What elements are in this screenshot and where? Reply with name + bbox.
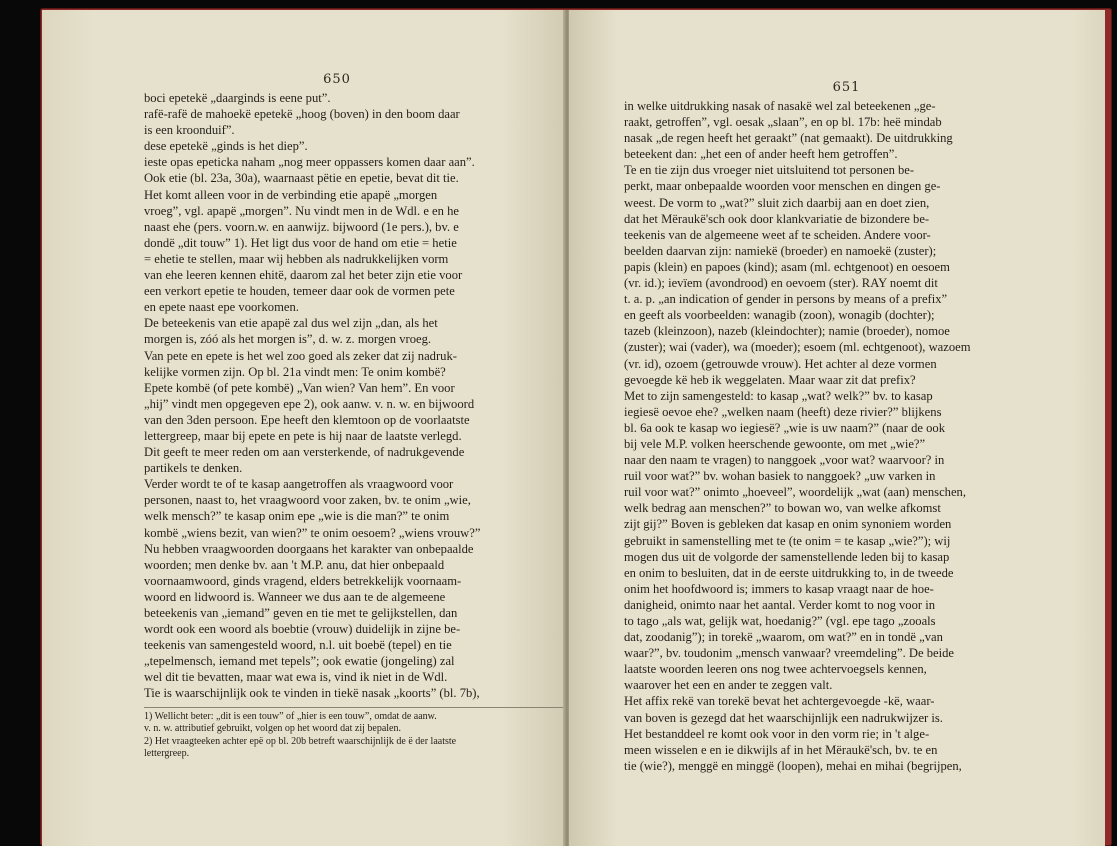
text-line: van ehe leeren kennen ehitë, daarom zal het beter zijn etie voor — [144, 268, 463, 283]
text-line: is een kroonduif”. — [144, 123, 235, 138]
text-line: dat, zoodanig”); in torekë „waarom, om wat?” en in tondë „van — [624, 630, 943, 645]
text-line: bl. 6a ook te kasap wo iegiesë? „wie is uw naam?” (naar de ook — [624, 420, 946, 435]
text-line: Epete kombë (of pete kombë) „Van wien? Van hem”. En voor — [144, 380, 455, 395]
footnote-line: lettergreep. — [144, 748, 190, 760]
text-line: t. a. p. „an indication of gender in persons by means of a prefix” — [624, 292, 948, 307]
text-line: (zuster); wai (vader), wa (moeder); esoem (ml. echtgenoot), wazoem — [624, 340, 971, 355]
text-line: Nu hebben vraagwoorden doorgaans het karakter van onbepaalde — [144, 541, 474, 556]
text-line: naar den naam te vragen) to nanggoek „voor wat? waarvoor? in — [624, 453, 945, 468]
text-line: dat het Mëraukë'sch ook door klankvariatie de bizondere be- — [624, 211, 930, 226]
text-line: onim het hoofdwoord is; immers to kasap vraagt naar de hoe- — [624, 581, 934, 596]
text-line: waarover het een en ander te zeggen valt. — [624, 678, 833, 693]
text-line: „hij” vindt men opgegeven epe 2), ook aanw. v. n. w. en bijwoord — [144, 396, 475, 411]
text-line: Te en tie zijn dus vroeger niet uitsluitend tot personen be- — [624, 163, 915, 178]
text-line: De beteekenis van etie apapë zal dus wel zijn „dan, als het — [144, 316, 438, 331]
text-line: gevoegde kë heb ik weggelaten. Maar waar zit dat prefix? — [624, 372, 916, 387]
text-line: Met to zijn samengesteld: to kasap „wat? welk?” bv. to kasap — [624, 388, 933, 403]
text-line: weest. De vorm to „wat?” sluit zich daarbij aan en doet zien, — [624, 195, 930, 210]
text-line: in welke uitdrukking nasak of nasakë wel zal beteekenen „ge- — [624, 99, 936, 113]
text-line: meen wisselen e en ie dikwijls af in het Mëraukë'sch, bv. te en — [624, 742, 938, 757]
page-number: 651 — [832, 80, 861, 95]
text-line: teekenis van samengesteld woord, n.l. uit boebë (tepel) en tie — [144, 638, 452, 653]
text-line: Tie is waarschijnlijk ook te vinden in tiekë nasak „koorts” (bl. 7b), — [144, 686, 480, 701]
text-line: wordt ook een woord als boebtie (vrouw) duidelijk in zijne be- — [144, 622, 461, 637]
right-page — [569, 10, 1105, 846]
text-line: perkt, maar onbepaalde woorden voor menschen en dingen ge- — [624, 179, 941, 194]
footnote-line: 2) Het vraagteeken achter epë op bl. 20b betreft waarschijnlijk de ë der laatste — [144, 735, 457, 747]
text-line: to tago „als wat, gelijk wat, hoedanig?” (vgl. epe tago „zooals — [624, 614, 936, 628]
text-line: en onim to besluiten, dat in de eerste uitdrukking to, in de tweede — [624, 565, 954, 580]
page-number: 650 — [323, 72, 351, 87]
text-line: ruil voor wat?” bv. wohan basiek to nanggoek? „uw varken in — [624, 469, 936, 484]
text-line: Dit geeft te meer reden om aan versterkende, of nadrukgevende — [144, 445, 465, 460]
text-line: en geeft als voorbeelden: wanagib (zoon), wonagib (dochter); — [624, 308, 935, 323]
text-line: nasak „de regen heeft het geraakt” (nat gemaakt). De uitdrukking — [624, 131, 953, 146]
text-line: dondë „dit touw” 1). Het ligt dus voor de hand om etie = hetie — [144, 235, 457, 250]
text-line: dese epetekë „ginds is het diep”. — [144, 139, 308, 154]
text-line: Ook etie (bl. 23a, 30a), waarnaast pëtie en epetie, bevat dit tie. — [144, 171, 459, 186]
text-line: iegiesë oevoe ehe? „welken naam (heeft) deze rivier?” blijkens — [624, 404, 942, 419]
footnotes — [144, 707, 565, 761]
text-line: danigheid, onimto naar het aantal. Verder komt to nog voor in — [624, 597, 936, 612]
text-line: voornaamwoord, ginds vragend, elders betrekkelijk voornaam- — [144, 573, 462, 588]
text-line: gebruikt in samenstelling met te (te onim = te kasap „wie?”); wij — [624, 533, 951, 548]
text-line: boci epetekë „daarginds is eene put”. — [144, 91, 331, 105]
text-line: woord en lidwoord is. Wanneer we dus aan te de algemeene — [144, 589, 446, 604]
text-line: laatste woorden leeren ons nog twee achtervoegsels kennen, — [624, 662, 927, 677]
text-line: = ehetie te stellen, maar wij hebben als nadrukkelijken vorm — [144, 251, 449, 266]
text-line: wel dit tie bevatten, maar wat ewa is, vind ik niet in de Wdl. — [144, 670, 448, 685]
text-line: raakt, getroffen”, vgl. oesak „slaan”, en op bl. 17b: heë mindab — [624, 115, 942, 130]
text-line: ruil voor wat?” onimto „hoeveel”, woordelijk „wat (aan) menschen, — [624, 485, 966, 500]
text-line: rafë-rafë de mahoekë epetekë „hoog (boven) in den boom daar — [144, 107, 460, 122]
text-line: van den 3den persoon. Epe heeft den klemtoon op de voorlaatste — [144, 412, 470, 427]
text-line: naast ehe (pers. voorn.w. en aanwijz. bijwoord (1e pers.), bv. e — [144, 219, 459, 234]
text-line: welk bedrag aan menschen?” to bowan wo, van welke afkomst — [624, 501, 941, 516]
footnote-line: 1) Wellicht beter: „dit is een touw” of „hier is een touw”, omdat de aanw. — [144, 710, 437, 722]
text-line: kelijke vormen zijn. Op bl. 21a vindt men: Te onim kombë? — [144, 364, 446, 379]
text-line: partikels te denken. — [144, 461, 243, 476]
page-body-text — [144, 90, 530, 702]
page-body-text — [624, 98, 1069, 774]
text-line: beelden daarvan zijn: namiekë (broeder) en namoekë (zuster); — [624, 243, 937, 258]
text-line: tie (wie?), menggë en minggë (loopen), mehai en mihai (begrijpen, — [624, 758, 962, 773]
text-line: kombë „wiens bezit, van wien?” te onim oesoem? „wiens vrouw?” — [144, 525, 481, 540]
text-line: waar?”, bv. toudonim „mensch vanwaar? vreemdeling”. De beide — [624, 646, 954, 661]
text-line: ieste opas epeticka naham „nog meer oppassers komen daar aan”. — [144, 155, 475, 170]
text-line: Het komt alleen voor in de verbinding etie apapë „morgen — [144, 187, 438, 202]
text-line: (vr. id.); ievïem (avondrood) en oevoem (ster). RAY noemt dit — [624, 276, 938, 291]
text-line: personen, naast to, het vraagwoord voor zaken, bv. te onim „wie, — [144, 493, 471, 508]
text-line: welk mensch?” te kasap onim epe „wie is die man?” te onim — [144, 509, 450, 524]
text-line: beteekenis van „iemand” geven en tie met te gelijkstellen, dan — [144, 606, 458, 620]
text-line: Het bestanddeel re komt ook voor in den vorm rie; in 't alge- — [624, 726, 930, 741]
left-page — [42, 10, 565, 846]
text-line: papis (klein) en papoes (kind); asam (ml. echtgenoot) en oesoem — [624, 259, 950, 274]
text-line: Van pete en epete is het wel zoo goed als zeker dat zij nadruk- — [144, 348, 457, 363]
text-line: teekenis van de algemeene weet af te scheiden. Andere voor- — [624, 227, 931, 242]
footnote-line: v. n. w. attributief gebruikt, volgen op het woord dat zij bepalen. — [144, 723, 401, 735]
text-line: vroeg”, vgl. apapë „morgen”. Nu vindt men in de Wdl. e en he — [144, 203, 459, 218]
text-line: een verkort epetie te houden, temeer daar ook de vormen pete — [144, 284, 455, 299]
text-line: tazeb (kleinzoon), nazeb (kleindochter); namie (broeder), nomoe — [624, 324, 950, 339]
text-line: beteekent dan: „het een of ander heeft hem getroffen”. — [624, 147, 898, 162]
text-line: woorden; men denke bv. aan 't M.P. anu, dat hier onbepaald — [144, 557, 445, 572]
text-line: van boven is gezegd dat het waarschijnlijk een nadrukwijzer is. — [624, 710, 943, 725]
text-line: (vr. id), ozoem (getrouwde vrouw). Het achter al deze vormen — [624, 356, 937, 371]
text-line: zijt gij?” Boven is gebleken dat kasap en onim synoniem worden — [624, 517, 952, 532]
text-line: lettergreep, maar bij epete en pete is hij naar de laatste verlegd. — [144, 428, 462, 443]
text-line: mogen dus uit de volgorde der samenstellende leden bij to kasap — [624, 549, 950, 564]
text-line: en epete naast epe voorkomen. — [144, 300, 299, 315]
text-line: Het affix rekë van torekë bevat het achtergevoegde -kë, waar- — [624, 694, 935, 709]
text-line: morgen is, zóó als het morgen is”, d. w. z. morgen vroeg. — [144, 332, 432, 347]
text-line: „tepelmensch, iemand met tepels”; ook ewatie (jongeling) zal — [144, 654, 455, 669]
text-line: Verder wordt te of te kasap aangetroffen als vraagwoord voor — [144, 477, 454, 492]
text-line: bij vele M.P. volken heerschende gewoonte, om met „wie?” — [624, 436, 926, 451]
